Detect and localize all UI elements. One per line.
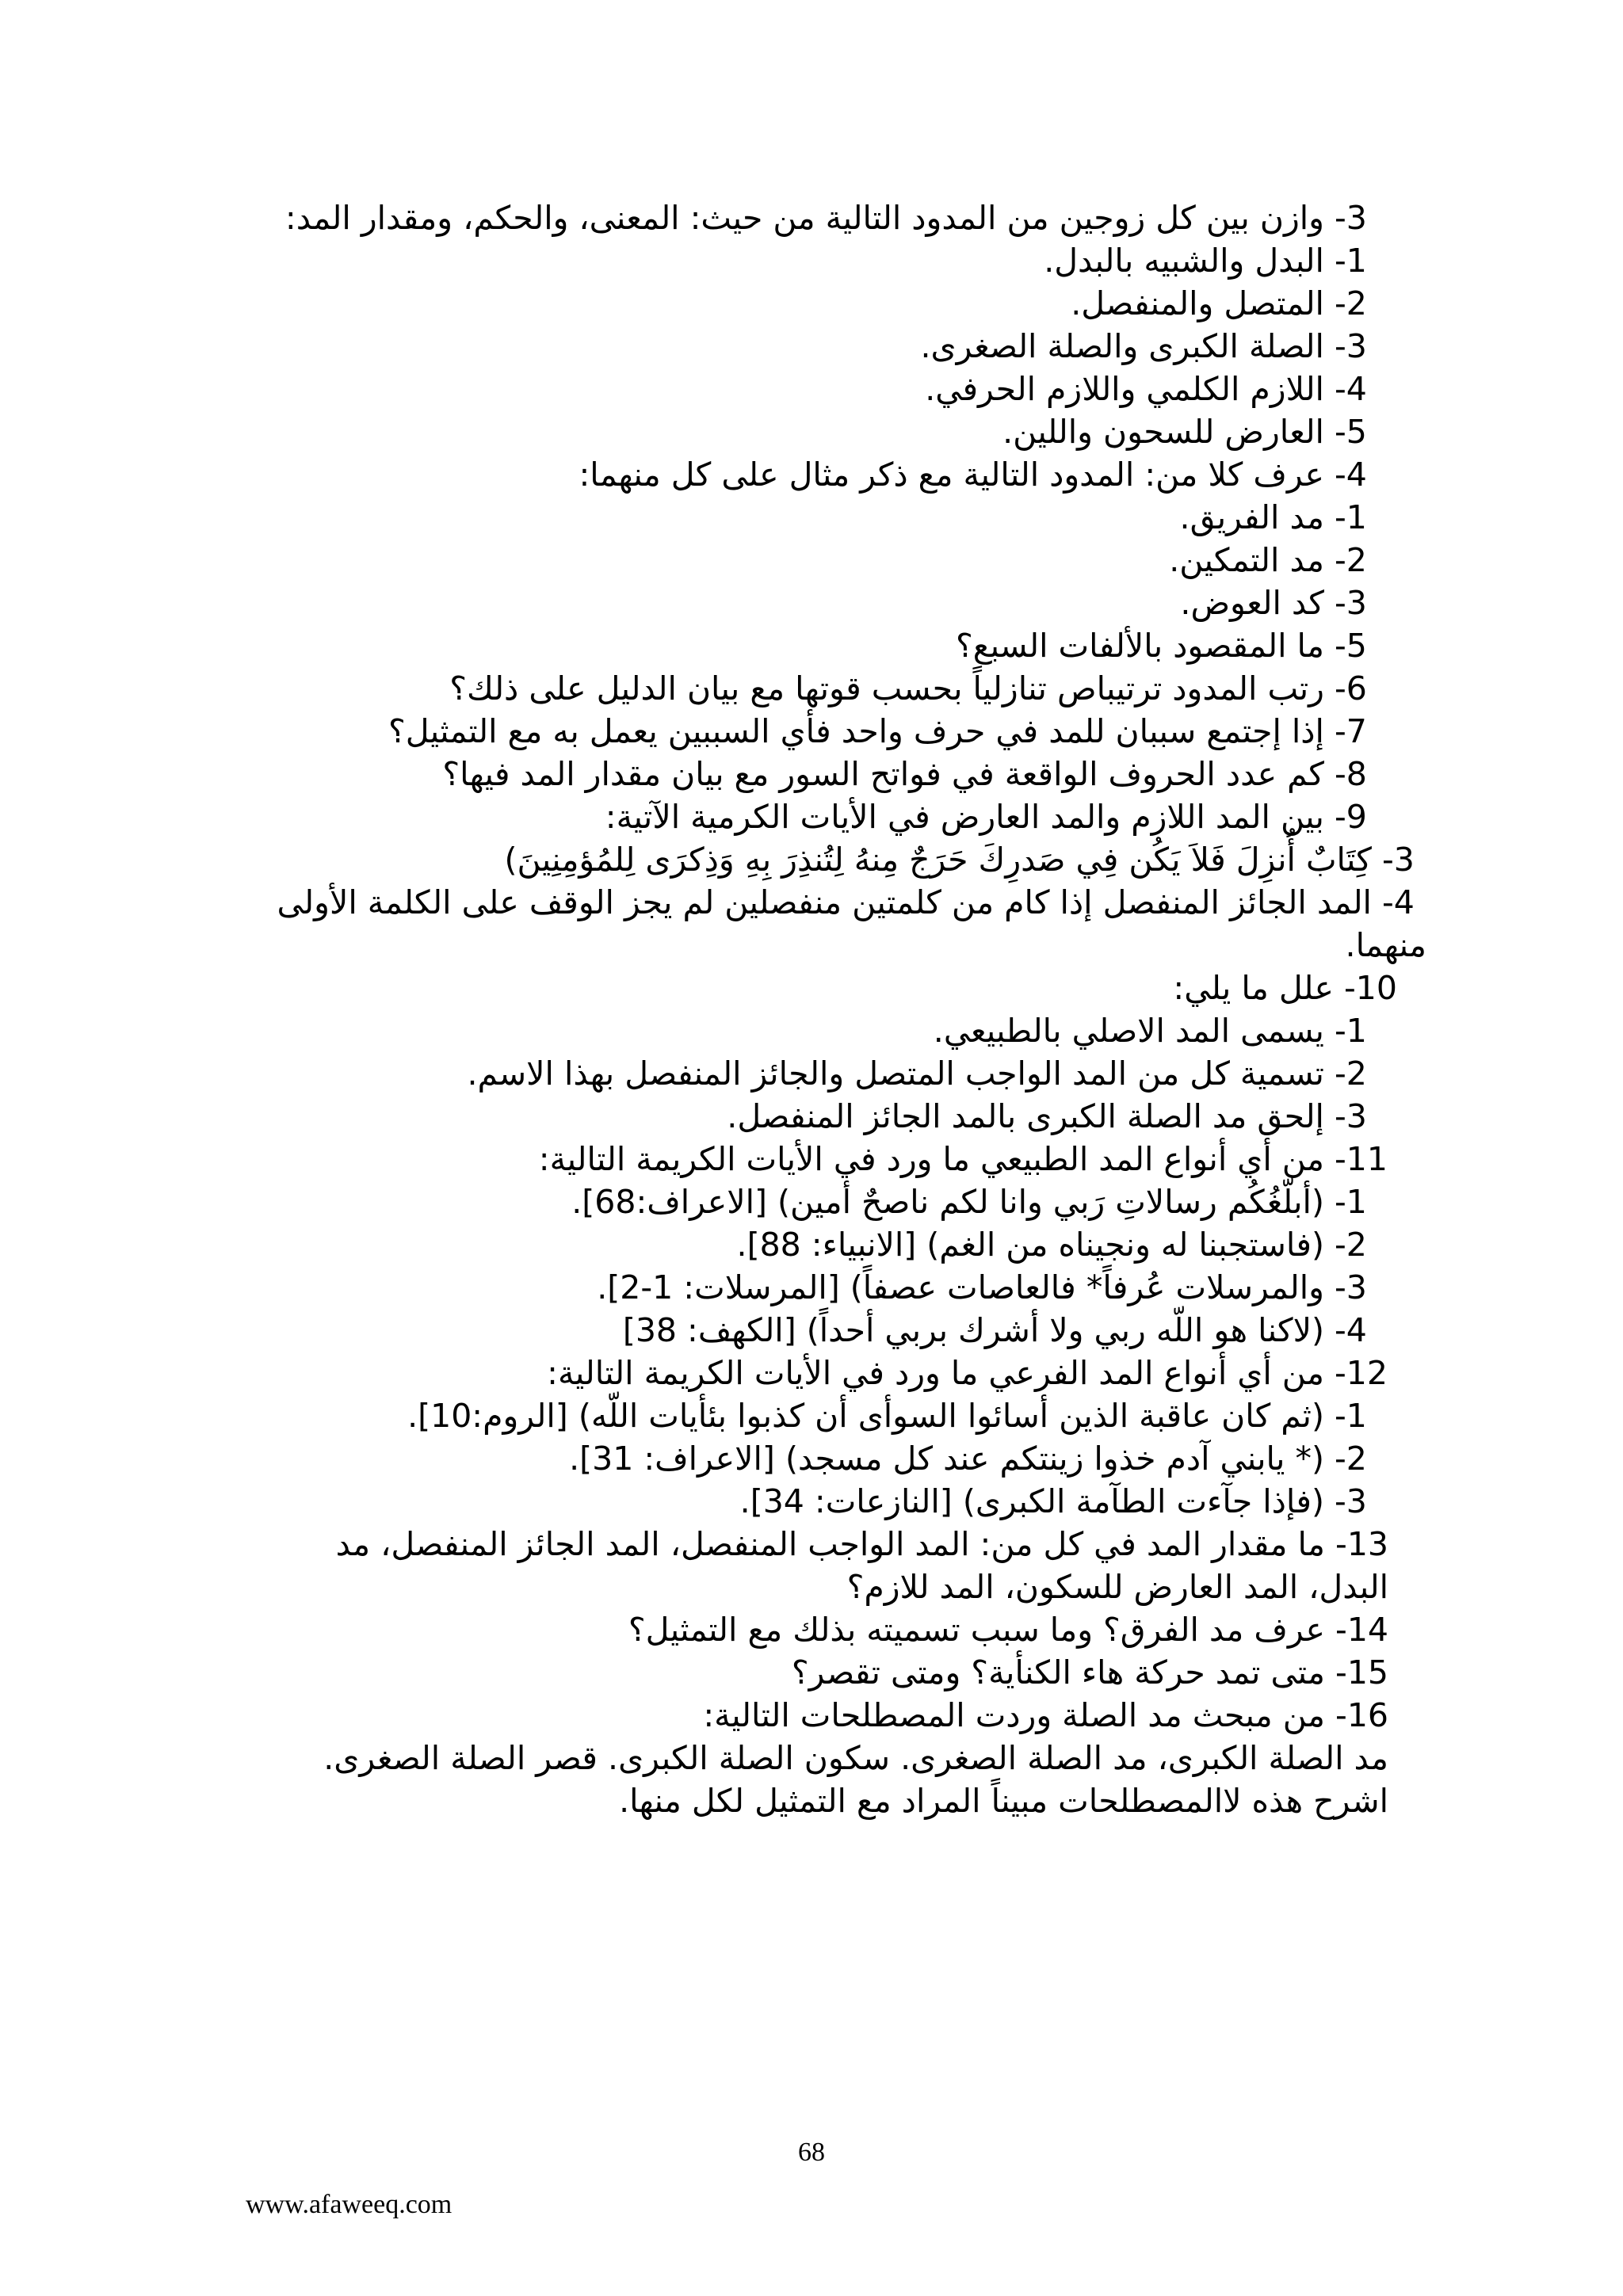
item-text: والمرسلات عُرفاً* فالعاصات عصفاً) [المرسلات: 1-2].	[597, 1268, 1324, 1306]
item-number: -8	[1335, 755, 1367, 793]
sub-item	[269, 239, 1388, 282]
item-number: -11	[1335, 1140, 1388, 1178]
question-3	[269, 196, 1388, 239]
item-number: -14	[1335, 1611, 1388, 1649]
item-text: من مبحث مد الصلة وردت المصطلحات التالية:	[703, 1696, 1325, 1734]
sub-item	[269, 1223, 1388, 1266]
sub-item	[269, 325, 1388, 368]
question-7	[269, 710, 1388, 753]
item-text: (فإذا جآءت الطآمة الكبرى) [النازعات: 34].	[739, 1482, 1324, 1520]
item-number: -2	[1335, 1055, 1367, 1093]
item-number: -1	[1335, 1183, 1367, 1221]
question-5	[269, 624, 1388, 667]
sub-item	[269, 1009, 1388, 1052]
verse-item	[269, 838, 1426, 881]
item-text: رتب المدود ترتيباص تنازلياً بحسب قوتها مع بيان الدليل على ذلك؟	[449, 669, 1324, 707]
item-number: -2	[1335, 1440, 1367, 1478]
question-6	[269, 667, 1388, 710]
item-text: الصلة الكبرى والصلة الصغرى.	[920, 327, 1324, 365]
item-number: -3	[1335, 1097, 1367, 1135]
sub-item	[269, 582, 1388, 624]
sub-item	[269, 1180, 1388, 1223]
sub-item	[269, 368, 1388, 410]
question-14	[269, 1608, 1388, 1651]
sub-item	[269, 1266, 1388, 1309]
sub-item	[269, 1095, 1388, 1138]
sub-item	[269, 1309, 1388, 1352]
question-11	[269, 1138, 1388, 1180]
item-number: -5	[1335, 413, 1367, 451]
item-number: -4	[1382, 883, 1415, 921]
item-text: عرف كلا من: المدود التالية مع ذكر مثال على كل منهما:	[579, 456, 1324, 494]
item-text: إذا إجتمع سببان للمد في حرف واحد فأي السببين يعمل به مع التمثيل؟	[388, 712, 1324, 750]
question-4	[269, 453, 1388, 496]
item-number: -4	[1335, 456, 1367, 494]
item-text: مد التمكين.	[1169, 541, 1324, 579]
item-number: -10	[1344, 969, 1397, 1007]
item-text: من أي أنواع المد الفرعي ما ورد في الأيات الكريمة التالية:	[547, 1354, 1324, 1392]
page-body	[269, 196, 1426, 1822]
sub-item	[269, 1480, 1388, 1523]
item-text: ما مقدار المد في كل من: المد الواجب المنفصل، المد الجائز المنفصل، مد البدل، المد العارض للسكون، المد للازم؟	[335, 1525, 1388, 1606]
item-text: بين المد اللازم والمد العارض في الأيات الكرمية الآتية:	[605, 798, 1324, 836]
item-number: -2	[1335, 1226, 1367, 1264]
item-number: -15	[1335, 1653, 1388, 1691]
item-text: مد الصلة الكبرى، مد الصلة الصغرى. سكون الصلة الكبرى. قصر الصلة الصغرى.	[323, 1739, 1388, 1777]
item-number: -16	[1335, 1696, 1388, 1734]
item-number: -5	[1335, 627, 1367, 665]
item-number: -4	[1335, 370, 1367, 408]
item-number: -1	[1335, 1012, 1367, 1050]
item-number: -6	[1335, 669, 1367, 707]
item-text: متى تمد حركة هاء الكنأية؟ ومتى تقصر؟	[791, 1653, 1325, 1691]
question-9	[269, 795, 1388, 838]
sub-item	[269, 1394, 1388, 1437]
footer-url: www.afaweeq.com	[246, 2190, 453, 2219]
item-number: -1	[1335, 1397, 1367, 1435]
sub-item	[269, 1437, 1388, 1480]
item-text: كد العوض.	[1180, 584, 1324, 622]
item-number: -1	[1335, 498, 1367, 536]
item-text: ما المقصود بالألفات السبع؟	[956, 627, 1324, 665]
item-number: -12	[1335, 1354, 1388, 1392]
item-text: العارض للسحون واللين.	[1002, 413, 1324, 451]
item-text: المتصل والمنفصل.	[1071, 284, 1324, 322]
item-number: -1	[1335, 242, 1367, 280]
sub-item	[269, 496, 1388, 539]
item-text: مد الفريق.	[1179, 498, 1324, 536]
item-text: كِتَابٌ أُنزِلَ فَلاَ يَكُن فِي صَدرِكَ حَرَجٌ مِنهُ لِتُنذِرَ بِهِ وَذِكرَى لِلمُؤمِنِينَ)	[504, 841, 1372, 879]
item-text: اللازم الكلمي واللازم الحرفي.	[925, 370, 1324, 408]
item-text: وازن بين كل زوجين من المدود التالية من حيث: المعنى، والحكم، ومقدار المد:	[285, 199, 1324, 237]
item-number: -3	[1335, 327, 1367, 365]
item-text: من أي أنواع المد الطبيعي ما ورد في الأيات الكريمة التالية:	[538, 1140, 1324, 1178]
item-number: -4	[1335, 1311, 1367, 1349]
item-text: (ثم كان عاقبة الذين أسائوا السوأى أن كذبوا بئأيات اللّه) [الروم:10].	[407, 1397, 1324, 1435]
item-text: المد الجائز المنفصل إذا كام من كلمتين منفصلين لم يجز الوقف على الكلمة الأولى منهما.	[277, 883, 1426, 964]
item-text: إلحق مد الصلة الكبرى بالمد الجائز المنفصل.	[727, 1097, 1324, 1135]
item-number: -13	[1335, 1525, 1388, 1563]
item-text: تسمية كل من المد الواجب المتصل والجائز المنفصل بهذا الاسم.	[467, 1055, 1324, 1093]
sub-item	[269, 539, 1388, 582]
item-number: -3	[1382, 841, 1415, 879]
item-number: -3	[1335, 1268, 1367, 1306]
item-text: كم عدد الحروف الواقعة في فواتح السور مع بيان مقدار المد فيها؟	[442, 755, 1324, 793]
item-number: -7	[1335, 712, 1367, 750]
item-number: -9	[1335, 798, 1367, 836]
statement-item	[269, 881, 1426, 967]
item-number: -2	[1335, 541, 1367, 579]
sub-item	[269, 410, 1388, 453]
item-number: -3	[1335, 199, 1367, 237]
item-number: -3	[1335, 584, 1367, 622]
item-text: البدل والشبيه بالبدل.	[1044, 242, 1324, 280]
question-13	[269, 1523, 1388, 1608]
question-15	[269, 1651, 1388, 1694]
terms-instruction	[269, 1779, 1388, 1822]
item-number: -2	[1335, 284, 1367, 322]
question-12	[269, 1352, 1388, 1394]
item-text: علل ما يلي:	[1173, 969, 1334, 1007]
item-text: عرف مد الفرق؟ وما سبب تسميته بذلك مع التمثيل؟	[628, 1611, 1325, 1649]
sub-item	[269, 282, 1388, 325]
question-10	[269, 967, 1397, 1009]
item-text: (لاكنا هو اللّه ربي ولا أشرك بربي أحداً) [الكهف: 38]	[622, 1311, 1324, 1349]
item-text: (أبلّغُكُم رسالاتِ رَبي وانا لكم ناصحٌ أمين) [الاعراف:68].	[571, 1183, 1324, 1221]
question-8	[269, 753, 1388, 795]
sub-item	[269, 1052, 1388, 1095]
item-number: -3	[1335, 1482, 1367, 1520]
item-text: يسمى المد الاصلي بالطبيعي.	[933, 1012, 1324, 1050]
item-text: اشرح هذه لاالمصطلحات مبيناً المراد مع التمثيل لكل منها.	[619, 1782, 1388, 1820]
item-text: (* يابني آدم خذوا زينتكم عند كل مسجد) [الاعراف: 31].	[569, 1440, 1324, 1478]
page-number: 68	[798, 2138, 825, 2167]
item-text: (فاستجبنا له ونجيناه من الغم) [الانبياء: 88].	[736, 1226, 1324, 1264]
question-16	[269, 1694, 1388, 1737]
terms-line	[269, 1737, 1388, 1779]
